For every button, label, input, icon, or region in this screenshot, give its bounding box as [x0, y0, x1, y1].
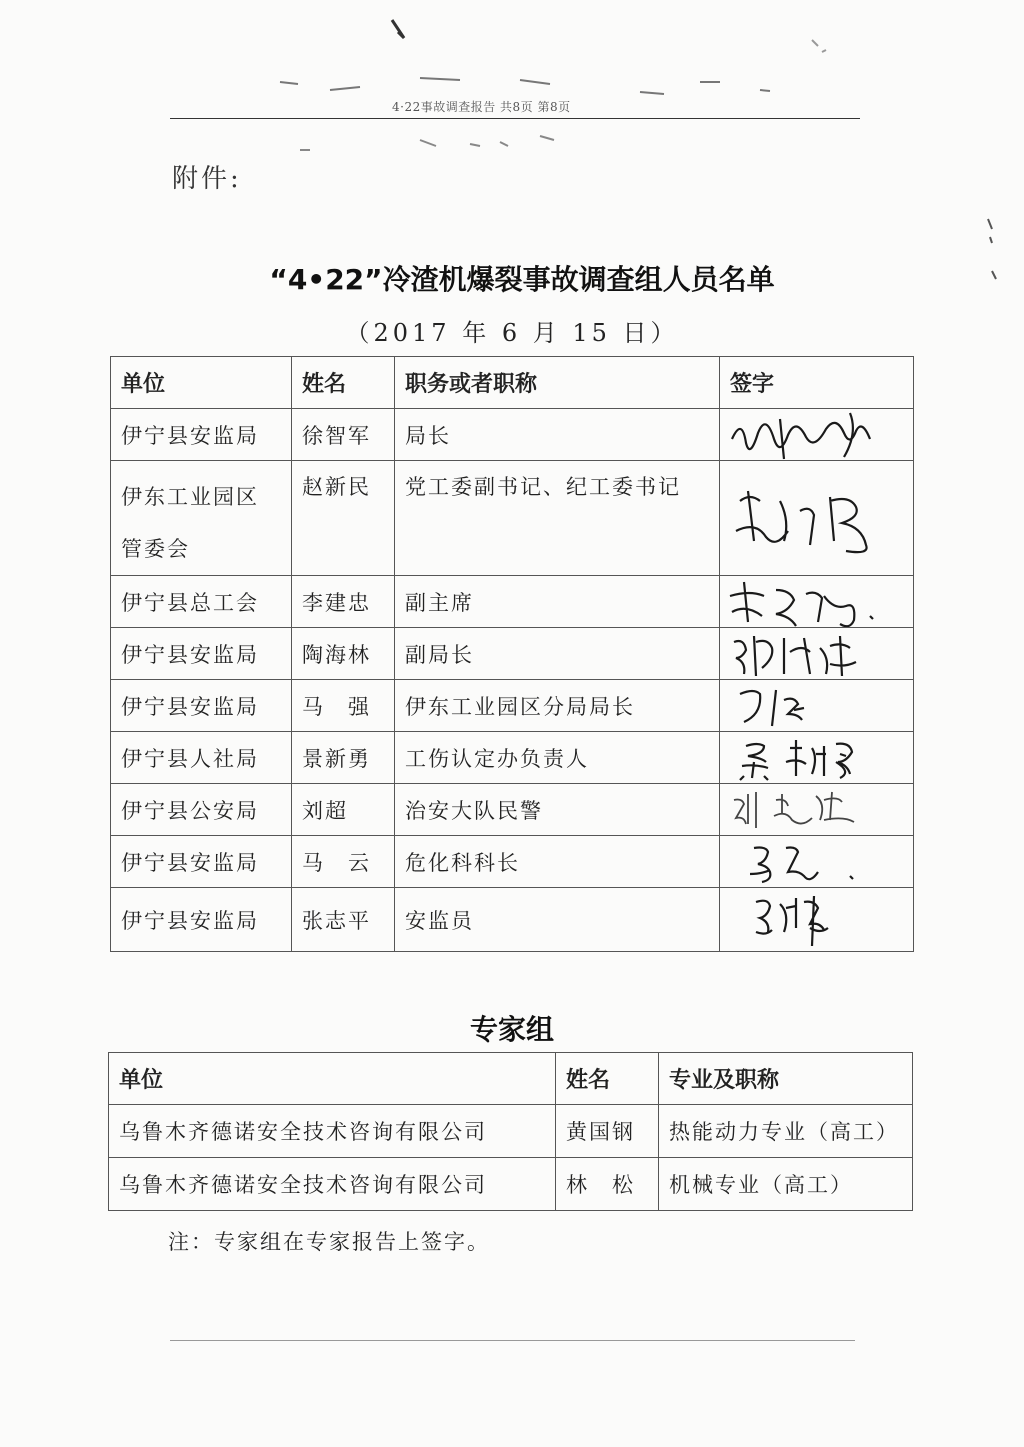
cell-name: 黄国钢: [556, 1105, 659, 1158]
handwritten-signature: [720, 576, 914, 628]
table-row: [111, 888, 914, 952]
expert-section-title: 专家组: [469, 1013, 554, 1046]
table-row: [111, 784, 914, 836]
cell-unit: 伊宁县安监局: [111, 680, 292, 732]
footer-rule: [170, 1340, 855, 1341]
cell-name: 马 强: [292, 680, 395, 732]
handwritten-signature: [720, 888, 914, 952]
table-row: [111, 576, 914, 628]
header-unit: 单位: [109, 1053, 556, 1105]
running-header: 4·22事故调查报告 共8页 第8页: [392, 100, 571, 114]
attachment-label: 附件:: [172, 164, 242, 194]
signature-cell: [720, 836, 914, 888]
cell-unit: 乌鲁木齐德诺安全技术咨询有限公司: [109, 1158, 556, 1211]
signature-cell: [720, 680, 914, 732]
cell-unit: 伊宁县公安局: [111, 784, 292, 836]
cell-name: 陶海林: [292, 628, 395, 680]
handwritten-signature: [720, 732, 914, 784]
cell-title: 副局长: [395, 628, 720, 680]
cell-name: 徐智军: [292, 409, 395, 461]
cell-unit: 伊宁县总工会: [111, 576, 292, 628]
cell-unit: 伊宁县人社局: [111, 732, 292, 784]
handwritten-signature: [720, 461, 914, 565]
header-name: 姓名: [556, 1053, 659, 1105]
document-date: （2017 年 6 月 15 日）: [345, 319, 679, 347]
handwritten-signature: [720, 680, 914, 732]
handwritten-signature: [720, 836, 914, 888]
expert-table: [108, 1052, 913, 1211]
cell-unit: 伊宁县安监局: [111, 409, 292, 461]
cell-title: 副主席: [395, 576, 720, 628]
cell-title: 危化科科长: [395, 836, 720, 888]
handwritten-signature: [720, 784, 914, 836]
cell-name: 林 松: [556, 1158, 659, 1211]
cell-name: 张志平: [292, 888, 395, 952]
cell-title: 伊东工业园区分局局长: [395, 680, 720, 732]
cell-title: 治安大队民警: [395, 784, 720, 836]
cell-name: 马 云: [292, 836, 395, 888]
cell-name: 刘超: [292, 784, 395, 836]
cell-unit: 伊宁县安监局: [111, 836, 292, 888]
expert-table-header-row: [109, 1053, 913, 1105]
cell-unit: 乌鲁木齐德诺安全技术咨询有限公司: [109, 1105, 556, 1158]
document-title: “4•22”冷渣机爆裂事故调查组人员名单: [269, 263, 775, 296]
cell-title: 党工委副书记、纪工委书记: [395, 461, 720, 576]
cell-specialty: 热能动力专业（高工）: [659, 1105, 913, 1158]
staff-table: [110, 356, 914, 952]
cell-title: 工伤认定办负责人: [395, 732, 720, 784]
signature-cell: [720, 888, 914, 952]
header-signature: 签字: [720, 357, 914, 409]
handwritten-signature: [720, 409, 914, 461]
table-row: [109, 1105, 913, 1158]
staff-table-header-row: [111, 357, 914, 409]
cell-name: 李建忠: [292, 576, 395, 628]
table-row: [111, 628, 914, 680]
cell-name: 赵新民: [292, 461, 395, 576]
table-row: [111, 836, 914, 888]
cell-unit: 伊宁县安监局: [111, 888, 292, 952]
table-row: [111, 461, 914, 576]
cell-title: 局长: [395, 409, 720, 461]
signature-cell: [720, 461, 914, 576]
handwritten-signature: [720, 628, 914, 680]
header-specialty: 专业及职称: [659, 1053, 913, 1105]
footnote: 注：专家组在专家报告上签字。: [168, 1230, 490, 1254]
signature-cell: [720, 409, 914, 461]
cell-title: 安监员: [395, 888, 720, 952]
header-rule: [170, 118, 860, 119]
table-row: [111, 409, 914, 461]
header-name: 姓名: [292, 357, 395, 409]
cell-unit: 伊宁县安监局: [111, 628, 292, 680]
header-title: 职务或者职称: [395, 357, 720, 409]
cell-unit: 伊东工业园区管委会: [111, 461, 292, 576]
table-row: [111, 680, 914, 732]
table-row: [109, 1158, 913, 1211]
cell-specialty: 机械专业（高工）: [659, 1158, 913, 1211]
signature-cell: [720, 784, 914, 836]
scan-noise-marks: [0, 0, 1024, 160]
header-unit: 单位: [111, 357, 292, 409]
signature-cell: [720, 732, 914, 784]
signature-cell: [720, 628, 914, 680]
signature-cell: [720, 576, 914, 628]
cell-name: 景新勇: [292, 732, 395, 784]
table-row: [111, 732, 914, 784]
